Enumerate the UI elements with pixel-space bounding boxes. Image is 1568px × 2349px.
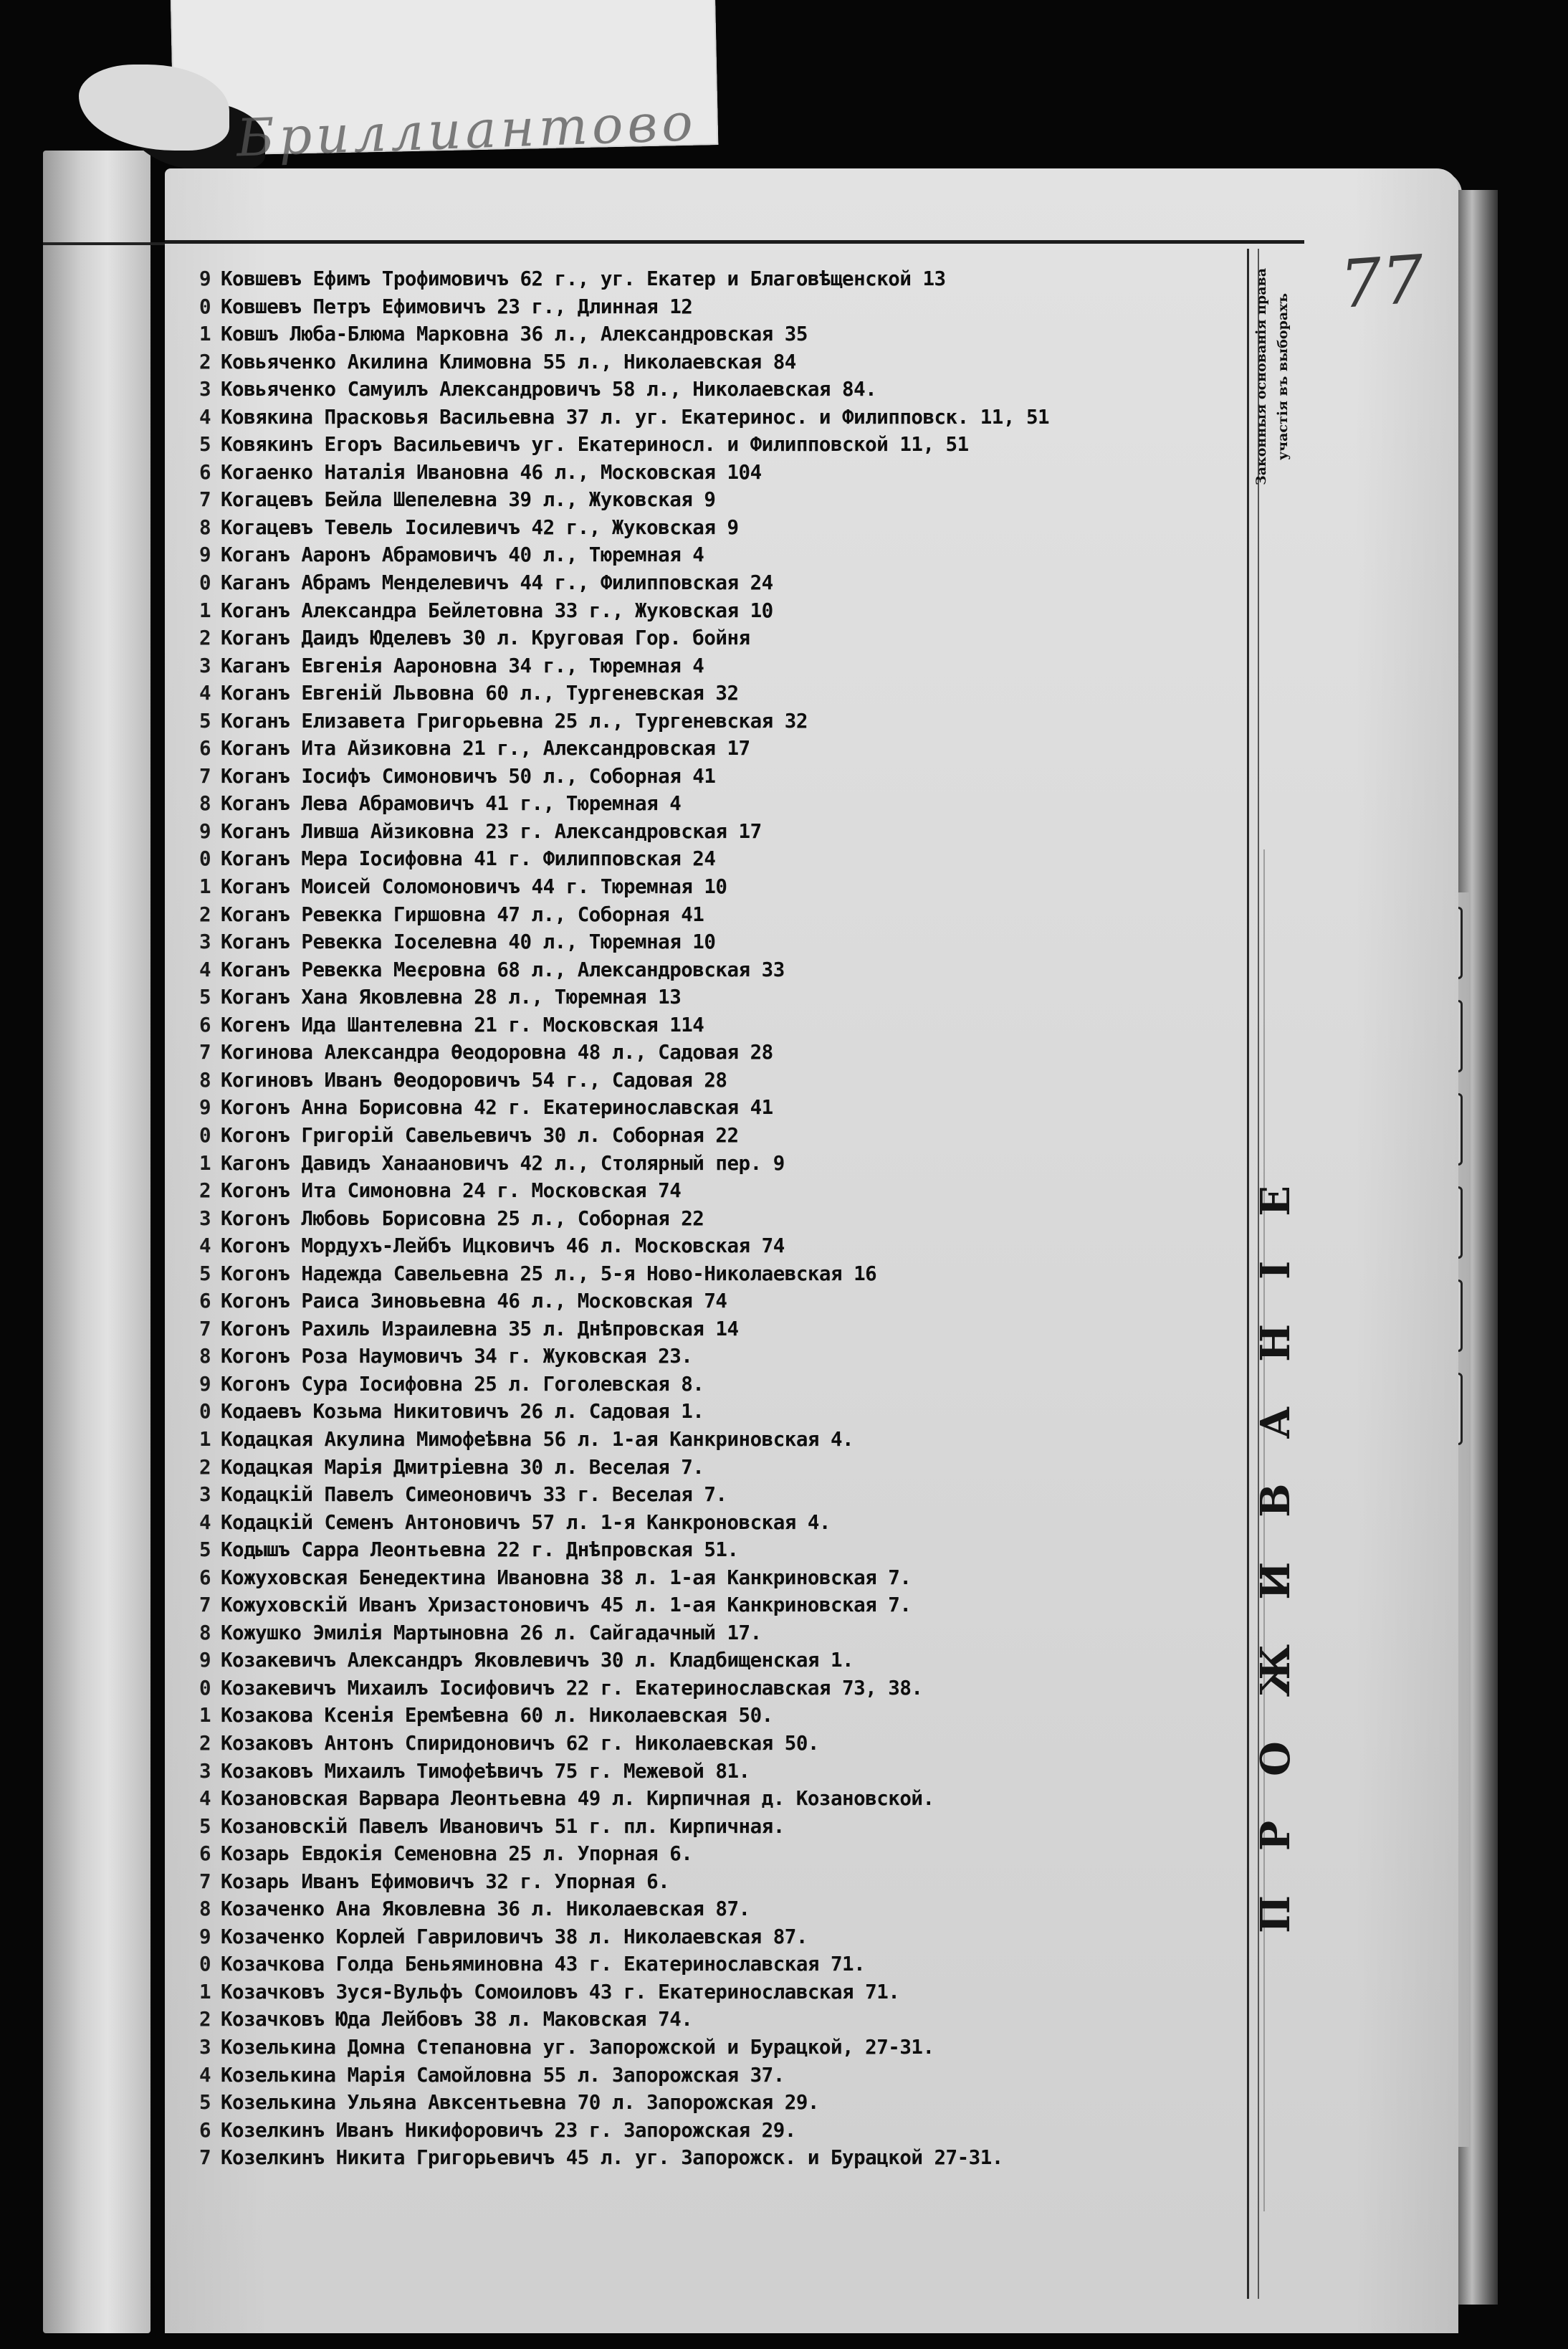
- list-item: [186, 1343, 1243, 1371]
- list-item: [186, 956, 1243, 984]
- row-number: 3: [199, 654, 211, 677]
- row-number: 7: [199, 1869, 211, 1893]
- list-item: [186, 1730, 1243, 1758]
- list-item: [186, 1840, 1243, 1868]
- list-item: [186, 680, 1243, 707]
- row-number: 0: [199, 295, 211, 318]
- list-item: [186, 1067, 1243, 1095]
- entry-text: Когацевъ Тевель Іосилевичъ 42 г., Жуковская 9: [221, 515, 739, 539]
- list-item: [186, 1398, 1243, 1426]
- list-item: [186, 1094, 1243, 1122]
- list-item: [186, 1647, 1243, 1674]
- list-item: [186, 624, 1243, 652]
- row-number: 0: [199, 1400, 211, 1424]
- entry-text: Ковшевъ Петръ Ефимовичъ 23 г., Длинная 12: [221, 295, 693, 318]
- row-number: 9: [199, 1649, 211, 1672]
- entry-text: Козарь Иванъ Ефимовичъ 32 г. Упорная 6.: [221, 1869, 670, 1893]
- entry-text: Ковьяченко Самуилъ Александровичъ 58 л., Николаевская 84.: [221, 378, 877, 401]
- list-item: [186, 1150, 1243, 1178]
- row-number: 1: [199, 323, 211, 346]
- list-item: [186, 1702, 1243, 1730]
- row-number: 8: [199, 1068, 211, 1092]
- entry-text: Когинова Александра Ѳеодоровна 48 л., Садовая 28: [221, 1041, 773, 1064]
- entry-text: Когонъ Раиса Зиновьевна 46 л., Московская 74: [221, 1290, 727, 1313]
- entry-text: Коганъ Ревекка Гиршовна 47 л., Соборная 41: [221, 902, 704, 926]
- list-item: [186, 735, 1243, 763]
- entry-text: Козелькина Домна Степановна уг. Запорожской и Бурацкой, 27-31.: [221, 2036, 934, 2059]
- handwritten-label: Бриллиантово: [235, 92, 698, 168]
- row-number: 9: [199, 819, 211, 843]
- entry-text: Коганъ Ааронъ Абрамовичъ 40 л., Тюремная 4: [221, 543, 704, 567]
- list-item: [186, 1591, 1243, 1619]
- row-number: 4: [199, 682, 211, 705]
- row-number: 3: [199, 1483, 211, 1507]
- row-number: 9: [199, 543, 211, 567]
- list-item: [186, 514, 1243, 542]
- list-item: [186, 431, 1243, 459]
- entry-text: Коганъ Ревекка Іоселевна 40 л., Тюремная 10: [221, 930, 716, 954]
- list-item: [186, 1674, 1243, 1702]
- entry-text: Когонъ Рахиль Израилевна 35 л. Днѣпровская 14: [221, 1317, 739, 1340]
- list-item: [186, 569, 1243, 597]
- row-number: 2: [199, 1455, 211, 1479]
- entry-text: Ковякина Прасковья Васильевна 37 л. уг. Екатеринос. и Филипповск. 11, 51: [221, 405, 1050, 429]
- row-number: 2: [199, 2008, 211, 2031]
- row-number: 4: [199, 2063, 211, 2087]
- entry-text: Коганъ Даидъ Юделевъ 30 л. Круговая Гор. бойня: [221, 626, 750, 650]
- list-item: [186, 1039, 1243, 1067]
- entry-text: Коганъ Хана Яковлевна 28 л., Тюремная 13: [221, 986, 682, 1009]
- entry-text: Кодышъ Сарра Леонтьевна 22 г. Днѣпровская 51.: [221, 1538, 739, 1562]
- row-number: 4: [199, 958, 211, 981]
- entry-text: Когонъ Ита Симоновна 24 г. Московская 74: [221, 1179, 682, 1203]
- entry-text: Коганъ Мера Іосифовна 41 г. Филипповская 24: [221, 847, 716, 871]
- list-item: [186, 1509, 1243, 1537]
- entry-text: Кодацкая Марія Дмитріевна 30 л. Веселая 7.: [221, 1455, 704, 1479]
- adjacent-page-rule: [43, 242, 165, 245]
- row-number: 5: [199, 1814, 211, 1838]
- row-number: 0: [199, 1953, 211, 1976]
- list-item: [186, 1923, 1243, 1951]
- entry-text: Ковшъ Люба-Блюма Марковна 36 л., Александровская 35: [221, 323, 808, 346]
- entry-text: Когенъ Ида Шантелевна 21 г. Московская 114: [221, 1013, 704, 1037]
- row-number: 6: [199, 1566, 211, 1589]
- row-number: 2: [199, 1179, 211, 1203]
- list-item: [186, 1122, 1243, 1150]
- list-item: [186, 1950, 1243, 1978]
- entry-text: Коганъ Ливша Айзиковна 23 г. Александровская 17: [221, 819, 762, 843]
- list-item: [186, 1011, 1243, 1039]
- row-number: 3: [199, 378, 211, 401]
- column-header-note: Законныя основанія права участія въ выборахъ: [1253, 267, 1291, 485]
- row-number: 5: [199, 1262, 211, 1285]
- row-number: 9: [199, 1372, 211, 1396]
- list-item: [186, 541, 1243, 569]
- row-number: 8: [199, 515, 211, 539]
- list-item: [186, 1758, 1243, 1786]
- list-item: [186, 1868, 1243, 1896]
- entry-text: Козелкинъ Иванъ Никифоровичъ 23 г. Запорожская 29.: [221, 2118, 796, 2142]
- entry-text: Когонъ Анна Борисовна 42 г. Екатеринославская 41: [221, 1096, 773, 1120]
- entry-text: Коганъ Ита Айзиковна 21 г., Александровская 17: [221, 737, 750, 761]
- list-item: [186, 928, 1243, 956]
- row-number: 7: [199, 488, 211, 512]
- entry-text: Когонъ Надежда Савельевна 25 л., 5-я Ново-Николаевская 16: [221, 1262, 877, 1285]
- row-number: 1: [199, 599, 211, 622]
- entry-text: Кожуховская Бенедектина Ивановна 38 л. 1-ая Канкриновская 7.: [221, 1566, 912, 1589]
- entry-text: Козачковъ Зуся-Вульфъ Сомоиловъ 43 г. Екатеринославская 71.: [221, 1980, 900, 2003]
- list-item: [186, 652, 1243, 680]
- row-number: 2: [199, 902, 211, 926]
- list-item: [186, 597, 1243, 625]
- list-item: [186, 2062, 1243, 2090]
- row-number: 3: [199, 1759, 211, 1783]
- row-number: 6: [199, 1290, 211, 1313]
- list-item: [186, 763, 1243, 791]
- row-number: 9: [199, 1096, 211, 1120]
- list-item: [186, 901, 1243, 929]
- row-number: 7: [199, 764, 211, 788]
- row-number: 2: [199, 1731, 211, 1755]
- entry-text: Каганъ Евгенія Аароновна 34 г., Тюремная 4: [221, 654, 704, 677]
- row-number: 9: [199, 267, 211, 290]
- list-item: [186, 790, 1243, 818]
- list-item: [186, 1371, 1243, 1399]
- list-item: [186, 1785, 1243, 1813]
- row-number: 2: [199, 626, 211, 650]
- list-item: [186, 1481, 1243, 1509]
- list-item: [186, 818, 1243, 846]
- entry-text: Кожушко Эмилія Мартыновна 26 л. Сайгадачный 17.: [221, 1621, 762, 1644]
- row-number: 6: [199, 1842, 211, 1866]
- row-number: 0: [199, 571, 211, 595]
- list-item: [186, 1895, 1243, 1923]
- entry-text: Козакова Ксенія Еремѣевна 60 л. Николаевская 50.: [221, 1704, 773, 1728]
- entry-text: Когонъ Сура Іосифовна 25 л. Гоголевская 8.: [221, 1372, 704, 1396]
- row-number: 1: [199, 1980, 211, 2003]
- row-number: 5: [199, 986, 211, 1009]
- header-rule: [165, 240, 1304, 244]
- entry-text: Коганъ Елизавета Григорьевна 25 л., Тургеневская 32: [221, 709, 808, 733]
- row-number: 7: [199, 1593, 211, 1617]
- entry-text: Козачкова Голда Беньяминовна 43 г. Екатеринославская 71.: [221, 1953, 866, 1976]
- entry-text: Козаченко Ана Яковлевна 36 л. Николаевская 87.: [221, 1897, 750, 1921]
- entry-text: Кожуховскій Иванъ Хризастоновичъ 45 л. 1-ая Канкриновская 7.: [221, 1593, 912, 1617]
- entry-text: Коганъ Іосифъ Симоновичъ 50 л., Соборная 41: [221, 764, 716, 788]
- entry-text: Ковшевъ Ефимъ Трофимовичъ 62 г., уг. Екатер и Благовѣщенской 13: [221, 267, 946, 290]
- row-number: 3: [199, 930, 211, 954]
- entry-text: Козановскій Павелъ Ивановичъ 51 г. пл. Кирпичная.: [221, 1814, 785, 1838]
- list-item: [186, 1260, 1243, 1288]
- list-item: [186, 1536, 1243, 1564]
- voter-list: [186, 265, 1243, 2172]
- list-item: [186, 983, 1243, 1011]
- column-heading: ПРОЖИВАНІЕ: [1252, 1141, 1299, 1934]
- row-number: 9: [199, 1925, 211, 1948]
- entry-text: Козелькина Марія Самойловна 55 л. Запорожская 37.: [221, 2063, 785, 2087]
- row-number: 3: [199, 2036, 211, 2059]
- entry-text: Коганъ Евгеній Львовна 60 л., Тургеневская 32: [221, 682, 739, 705]
- adjacent-page-strip: [43, 151, 150, 2333]
- entry-text: Кагонъ Давидъ Ханаановичъ 42 л., Столярный пер. 9: [221, 1151, 785, 1175]
- row-number: 1: [199, 1151, 211, 1175]
- entry-text: Каганъ Абрамъ Менделевичъ 44 г., Филипповская 24: [221, 571, 773, 595]
- row-number: 8: [199, 1345, 211, 1368]
- list-item: [186, 2117, 1243, 2145]
- page-number: 77: [1337, 241, 1427, 323]
- list-item: [186, 348, 1243, 376]
- entry-text: Коганъ Александра Бейлетовна 33 г., Жуковская 10: [221, 599, 773, 622]
- entry-text: Козакевичъ Михаилъ Іосифовичъ 22 г. Екатеринославская 73, 38.: [221, 1676, 923, 1700]
- entry-text: Козарь Евдокія Семеновна 25 л. Упорная 6.: [221, 1842, 693, 1866]
- row-number: 7: [199, 1041, 211, 1064]
- entry-text: Когацевъ Бейла Шепелевна 39 л., Жуковская 9: [221, 488, 716, 512]
- list-item: [186, 486, 1243, 514]
- list-item: [186, 2144, 1243, 2172]
- list-item: [186, 265, 1243, 293]
- entry-text: Козелкинъ Никита Григорьевичъ 45 л. уг. Запорожск. и Бурацкой 27-31.: [221, 2146, 1003, 2170]
- entry-text: Кодацкая Акулина Мимофеѣвна 56 л. 1-ая Канкриновская 4.: [221, 1427, 854, 1451]
- list-item: [186, 1619, 1243, 1647]
- entry-text: Когонъ Мордухъ-Лейбъ Ицковичъ 46 л. Московская 74: [221, 1234, 785, 1258]
- entry-text: Козелькина Ульяна Авксентьевна 70 л. Запорожская 29.: [221, 2091, 819, 2115]
- row-number: 5: [199, 709, 211, 733]
- list-item: [186, 707, 1243, 735]
- row-number: 6: [199, 460, 211, 484]
- row-number: 5: [199, 433, 211, 457]
- entry-text: Когонъ Роза Наумовичъ 34 г. Жуковская 23.: [221, 1345, 693, 1368]
- list-item: [186, 376, 1243, 404]
- entry-text: Когаенко Наталія Ивановна 46 л., Московская 104: [221, 460, 762, 484]
- list-item: [186, 1232, 1243, 1260]
- list-item: [186, 1315, 1243, 1343]
- list-item: [186, 1813, 1243, 1841]
- row-number: 4: [199, 1510, 211, 1534]
- list-item: [186, 1454, 1243, 1482]
- entry-text: Козаченко Корлей Гавриловичъ 38 л. Николаевская 87.: [221, 1925, 808, 1948]
- entry-text: Коганъ Лева Абрамовичъ 41 г., Тюремная 4: [221, 792, 682, 816]
- register-page: [165, 168, 1458, 2333]
- list-item: [186, 459, 1243, 487]
- list-item: [186, 1426, 1243, 1454]
- list-item: [186, 1177, 1243, 1205]
- list-item: [186, 293, 1243, 321]
- row-number: 5: [199, 2091, 211, 2115]
- row-number: 6: [199, 2118, 211, 2142]
- entry-text: Козановская Варвара Леонтьевна 49 л. Кирпичная д. Козановской.: [221, 1787, 934, 1811]
- entry-text: Коганъ Моисей Соломоновичъ 44 г. Тюремная 10: [221, 875, 727, 899]
- row-number: 8: [199, 1621, 211, 1644]
- list-item: [186, 1287, 1243, 1315]
- row-number: 3: [199, 1206, 211, 1230]
- list-item: [186, 2006, 1243, 2034]
- row-number: 1: [199, 875, 211, 899]
- entry-text: Когонъ Любовь Борисовна 25 л., Соборная 22: [221, 1206, 704, 1230]
- row-number: 7: [199, 1317, 211, 1340]
- row-number: 2: [199, 350, 211, 373]
- entry-text: Ковьяченко Акилина Климовна 55 л., Николаевская 84: [221, 350, 796, 373]
- row-number: 0: [199, 847, 211, 871]
- row-number: 1: [199, 1427, 211, 1451]
- list-item: [186, 1205, 1243, 1233]
- list-item: [186, 1564, 1243, 1592]
- entry-text: Кодацкій Семенъ Антоновичъ 57 л. 1-я Канкроновская 4.: [221, 1510, 831, 1534]
- entry-text: Когонъ Григорій Савельевичъ 30 л. Соборная 22: [221, 1123, 739, 1147]
- list-item: [186, 845, 1243, 873]
- list-item: [186, 873, 1243, 901]
- row-number: 0: [199, 1676, 211, 1700]
- entry-text: Козачковъ Юда Лейбовъ 38 л. Маковская 74.: [221, 2008, 693, 2031]
- entry-text: Когиновъ Иванъ Ѳеодоровичъ 54 г., Садовая 28: [221, 1068, 727, 1092]
- row-number: 1: [199, 1704, 211, 1728]
- row-number: 4: [199, 1787, 211, 1811]
- entry-text: Кодацкій Павелъ Симеоновичъ 33 г. Веселая 7.: [221, 1483, 727, 1507]
- row-number: 6: [199, 1013, 211, 1037]
- entry-text: Ковякинъ Егоръ Васильевичъ уг. Екатериносл. и Филипповской 11, 51: [221, 433, 969, 457]
- row-number: 4: [199, 1234, 211, 1258]
- row-number: 5: [199, 1538, 211, 1562]
- entry-text: Коганъ Ревекка Меєровна 68 л., Александровская 33: [221, 958, 785, 981]
- list-item: [186, 2089, 1243, 2117]
- entry-text: Козакевичъ Александръ Яковлевичъ 30 л. Кладбищенская 1.: [221, 1649, 854, 1672]
- list-item: [186, 404, 1243, 432]
- list-item: [186, 2034, 1243, 2062]
- row-number: 0: [199, 1123, 211, 1147]
- entry-text: Козаковъ Михаилъ Тимофеѣвичъ 75 г. Межевой 81.: [221, 1759, 750, 1783]
- row-number: 8: [199, 792, 211, 816]
- entry-text: Кодаевъ Козьма Никитовичъ 26 л. Садовая 1.: [221, 1400, 704, 1424]
- row-number: 8: [199, 1897, 211, 1921]
- row-number: 6: [199, 737, 211, 761]
- entry-text: Козаковъ Антонъ Спиридоновичъ 62 г. Николаевская 50.: [221, 1731, 819, 1755]
- list-item: [186, 320, 1243, 348]
- row-number: 4: [199, 405, 211, 429]
- list-item: [186, 1978, 1243, 2006]
- row-number: 7: [199, 2146, 211, 2170]
